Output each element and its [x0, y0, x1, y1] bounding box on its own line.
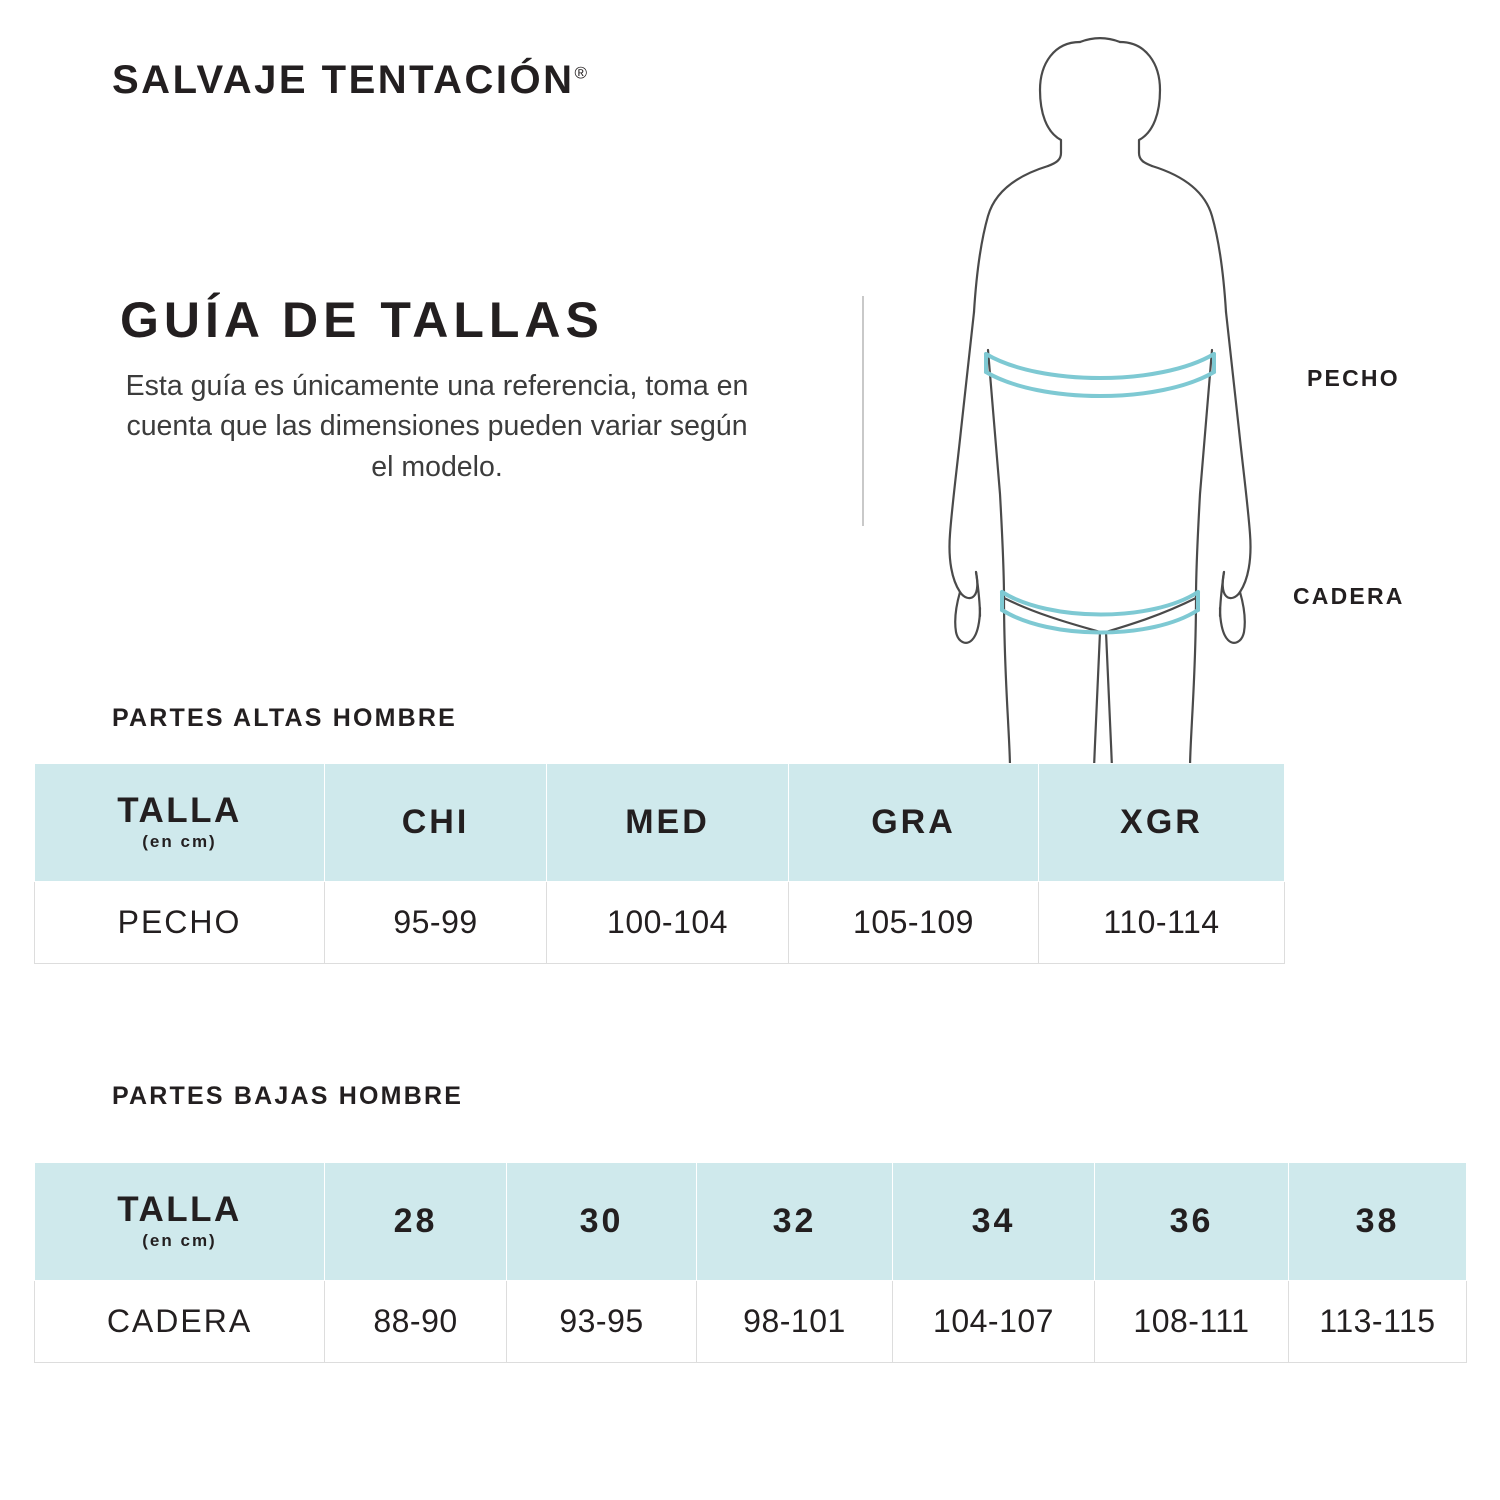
value-cell	[547, 882, 789, 964]
value-cell	[1289, 1281, 1467, 1363]
measurement-value: 110-114	[1103, 904, 1220, 940]
section-title-upper: PARTES ALTAS HOMBRE	[112, 704, 458, 732]
measurement-value: 113-115	[1319, 1303, 1436, 1339]
size-label: CHI	[401, 803, 470, 841]
measurement-value: 104-107	[933, 1303, 1054, 1339]
value-cell	[697, 1281, 893, 1363]
value-cell	[325, 1281, 507, 1363]
header-cell-size	[1095, 1163, 1289, 1281]
brand-name: SALVAJE TENTACIÓN	[112, 58, 575, 102]
size-label: 32	[772, 1202, 817, 1240]
size-label: GRA	[871, 803, 956, 841]
headline-block	[112, 292, 762, 487]
header-cell-size	[789, 764, 1039, 882]
header-cell-size	[1289, 1163, 1467, 1281]
size-label: XGR	[1120, 803, 1203, 841]
header-cell-size	[325, 764, 547, 882]
row-label: CADERA	[106, 1303, 253, 1339]
registered-mark: ®	[574, 63, 588, 83]
measurement-value: 100-104	[607, 904, 728, 940]
value-cell	[1039, 882, 1285, 964]
value-cell	[789, 882, 1039, 964]
header-cell-size	[325, 1163, 507, 1281]
value-cell	[1095, 1281, 1289, 1363]
page-title: GUÍA DE TALLAS	[120, 292, 604, 348]
header-cell-size	[507, 1163, 697, 1281]
table-row	[35, 1281, 1467, 1363]
body-figure	[930, 20, 1310, 780]
size-label: 34	[971, 1202, 1016, 1240]
header-cell-talla	[35, 1163, 325, 1281]
measurement-value: 95-99	[393, 904, 478, 940]
value-cell	[507, 1281, 697, 1363]
measurement-value: 105-109	[853, 904, 974, 940]
header-cell-size	[547, 764, 789, 882]
hip-measure-label: CADERA	[1293, 583, 1405, 609]
size-table-lower	[34, 1162, 1467, 1363]
header-cell-size	[1039, 764, 1285, 882]
row-label-cell	[35, 1281, 325, 1363]
header-cell-size	[697, 1163, 893, 1281]
measurement-value: 98-101	[743, 1303, 846, 1339]
header-talla-main: TALLA	[117, 1189, 242, 1229]
header-talla-sub: (en cm)	[142, 832, 217, 852]
brand-logo	[112, 58, 587, 103]
measurement-value: 108-111	[1133, 1303, 1250, 1339]
row-label-cell	[35, 882, 325, 964]
size-label: 28	[393, 1202, 438, 1240]
chest-measure-label: PECHO	[1307, 365, 1400, 391]
value-cell	[893, 1281, 1095, 1363]
header-talla-main: TALLA	[117, 790, 242, 830]
table-header-row	[35, 1163, 1467, 1281]
size-label: MED	[625, 803, 710, 841]
measurement-value: 88-90	[373, 1303, 458, 1339]
value-cell	[325, 882, 547, 964]
size-label: 38	[1355, 1202, 1400, 1240]
row-label: PECHO	[117, 904, 242, 940]
size-label: 36	[1169, 1202, 1214, 1240]
section-title-lower: PARTES BAJAS HOMBRE	[112, 1082, 464, 1110]
table-header-row	[35, 764, 1285, 882]
size-table-upper	[34, 763, 1285, 964]
table-row	[35, 882, 1285, 964]
vertical-divider	[862, 296, 864, 526]
header-cell-size	[893, 1163, 1095, 1281]
measurement-value: 93-95	[559, 1303, 644, 1339]
size-label: 30	[579, 1202, 624, 1240]
header-talla-sub: (en cm)	[142, 1231, 217, 1251]
header-cell-talla	[35, 764, 325, 882]
page-description: Esta guía es únicamente una referencia, toma en cuenta que las dimensiones pueden variar según el modelo.	[125, 370, 749, 483]
